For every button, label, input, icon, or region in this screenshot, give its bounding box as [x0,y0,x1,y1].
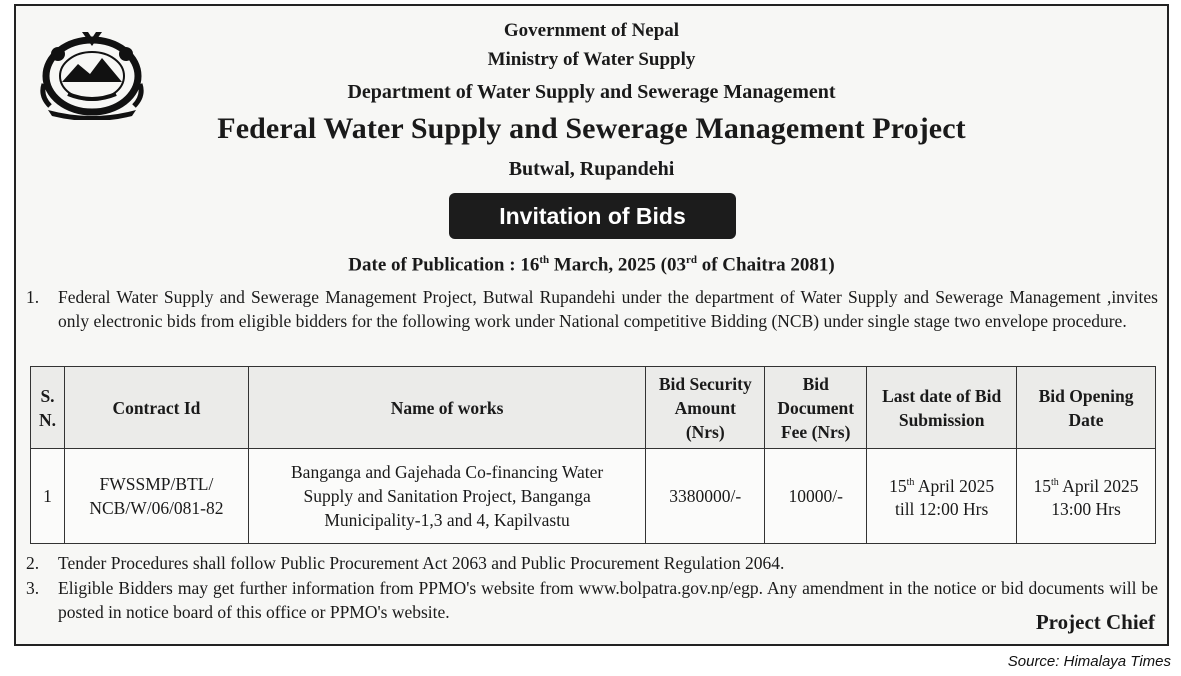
paragraph-1 [26,285,1158,333]
open-sup: th [1051,476,1059,488]
header-sn-line-1: S. [40,385,55,406]
contract-line-1: FWSSMP/BTL/ [99,474,214,494]
bid-notice [14,4,1169,646]
open-day: 15 [1033,475,1052,496]
cell-last-date [867,449,1017,544]
paragraph-1-number: 1. [26,287,40,307]
last-sup: th [906,476,915,488]
pubdate-prefix: Date of Publication : 16 [348,254,540,276]
government-heading: Government of Nepal [503,20,680,41]
open-month: April 2025 [1058,475,1139,496]
header-fee-line-1: Bid [802,373,829,394]
project-title: Federal Water Supply and Sewerage Management Project [217,112,966,145]
header-security-line-1: Bid Security [658,373,752,394]
header-security-line-3: (Nrs) [685,421,725,442]
table-header-row [31,367,1156,449]
cell-contract-id [64,449,248,544]
signature-project-chief: Project Chief [1035,610,1155,634]
last-day: 15 [889,475,907,496]
works-line-3: Municipality-1,3 and 4, Kapilvastu [324,510,570,530]
works-line-1: Banganga and Gajehada Co-financing Water [291,462,604,482]
header-open-line-2: Date [1068,409,1104,430]
pubdate-suffix: of Chaitra 2081) [696,254,835,276]
table-row [31,449,1156,544]
works-line-2: Supply and Sanitation Project, Banganga [303,486,591,506]
cell-name-of-works [248,449,645,544]
cell-opening-date [1017,449,1156,544]
project-location: Butwal, Rupandehi [508,158,675,180]
department-heading: Department of Water Supply and Sewerage Management [347,81,836,103]
pubdate-sup-2: rd [685,254,697,266]
publication-date [16,254,1167,276]
paragraph-3-number: 3. [26,578,40,598]
open-time: 13:00 Hrs [1051,499,1121,520]
header-last-line-1: Last date of Bid [882,385,1002,406]
header-sn [31,367,65,449]
cell-sn: 1 [31,449,65,544]
last-time: till 12:00 Hrs [894,499,989,520]
header-open-line-1: Bid Opening [1038,385,1134,406]
last-month: April 2025 [914,475,995,496]
paragraph-2 [26,551,1158,575]
header-sn-line-2: N. [38,409,56,430]
header-name-of-works: Name of works [248,367,645,449]
paragraph-2-number: 2. [26,553,40,573]
paragraph-3 [26,576,1158,624]
cell-bid-security: 3380000/- [646,449,765,544]
invitation-banner: Invitation of Bids [449,193,736,239]
pubdate-sup-1: th [539,254,550,266]
header-document-fee [765,367,867,449]
header-last-date [867,367,1017,449]
bids-table [30,366,1156,544]
header-security-line-2: Amount [674,397,736,418]
header-last-line-2: Submission [898,409,985,430]
contract-line-2: NCB/W/06/081-82 [89,498,224,518]
ministry-heading: Ministry of Water Supply [487,49,696,70]
header-bid-security [646,367,765,449]
paragraph-3-text: Eligible Bidders may get further information from PPMO's website from www.bolpatra.gov.np/egp. Any amendment in the notice or bid documents will be posted in notice board of this office or PPMO's website. [58,578,1158,622]
header-fee-line-2: Document [777,397,855,418]
paragraph-1-text: Federal Water Supply and Sewerage Management Project, Butwal Rupandehi under the department of Water Supply and Sewerage Management ,invites only electronic bids from eligible bidders for the following work under National competitive Bidding (NCB) under single stage two envelope procedure. [58,287,1158,331]
paragraph-2-text: Tender Procedures shall follow Public Procurement Act 2063 and Public Procurement Regulation 2064. [58,553,785,573]
cell-document-fee: 10000/- [765,449,867,544]
pubdate-mid: March, 2025 (03 [549,254,686,276]
header-fee-line-3: Fee (Nrs) [780,421,851,442]
source-credit: Source: Himalaya Times [1007,653,1171,670]
header-contract-id: Contract Id [64,367,248,449]
header-opening-date [1017,367,1156,449]
